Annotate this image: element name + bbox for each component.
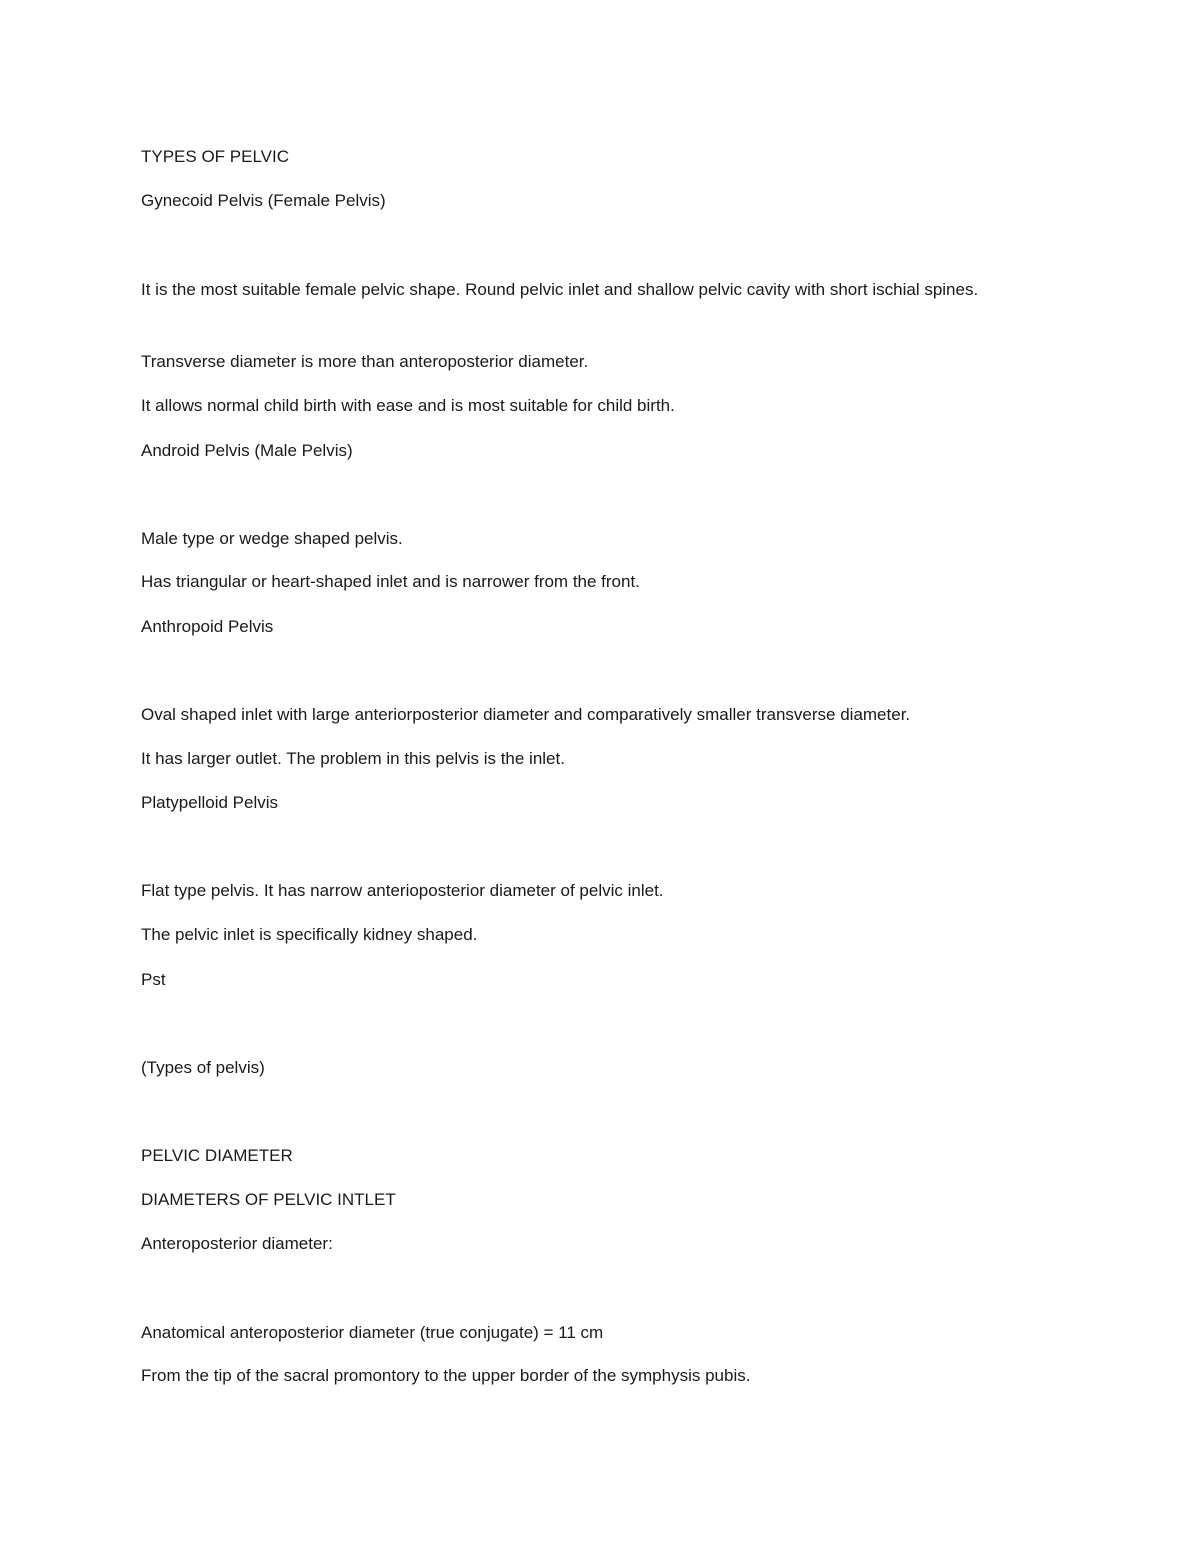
paragraph: It is the most suitable female pelvic shape. Round pelvic inlet and shallow pelvic cavity with short ischial spines. xyxy=(141,280,979,299)
caption: (Types of pelvis) xyxy=(141,1058,265,1077)
subheading: Platypelloid Pelvis xyxy=(141,793,279,812)
paragraph: It has larger outlet. The problem in this pelvis is the inlet. xyxy=(141,749,565,768)
subheading: Anthropoid Pelvis xyxy=(141,617,274,636)
paragraph: Oval shaped inlet with large anteriorposterior diameter and comparatively smaller transverse diameter. xyxy=(141,705,911,724)
paragraph: Pst xyxy=(141,970,166,989)
paragraph: Transverse diameter is more than anteroposterior diameter. xyxy=(141,352,589,371)
subheading: DIAMETERS OF PELVIC INTLET xyxy=(141,1190,396,1209)
paragraph: Anatomical anteroposterior diameter (true conjugate) = 11 cm xyxy=(141,1323,604,1342)
paragraph: Has triangular or heart-shaped inlet and is narrower from the front. xyxy=(141,572,640,591)
paragraph: The pelvic inlet is specifically kidney shaped. xyxy=(141,925,478,944)
paragraph: Flat type pelvis. It has narrow anterioposterior diameter of pelvic inlet. xyxy=(141,881,664,900)
paragraph: Male type or wedge shaped pelvis. xyxy=(141,529,403,548)
paragraph: From the tip of the sacral promontory to the upper border of the symphysis pubis. xyxy=(141,1366,751,1385)
subheading: Android Pelvis (Male Pelvis) xyxy=(141,441,353,460)
paragraph: It allows normal child birth with ease and is most suitable for child birth. xyxy=(141,396,675,415)
subheading: Anteroposterior diameter: xyxy=(141,1234,333,1253)
section-heading: PELVIC DIAMETER xyxy=(141,1146,293,1165)
section-heading: TYPES OF PELVIC xyxy=(141,147,290,166)
subheading: Gynecoid Pelvis (Female Pelvis) xyxy=(141,191,386,210)
